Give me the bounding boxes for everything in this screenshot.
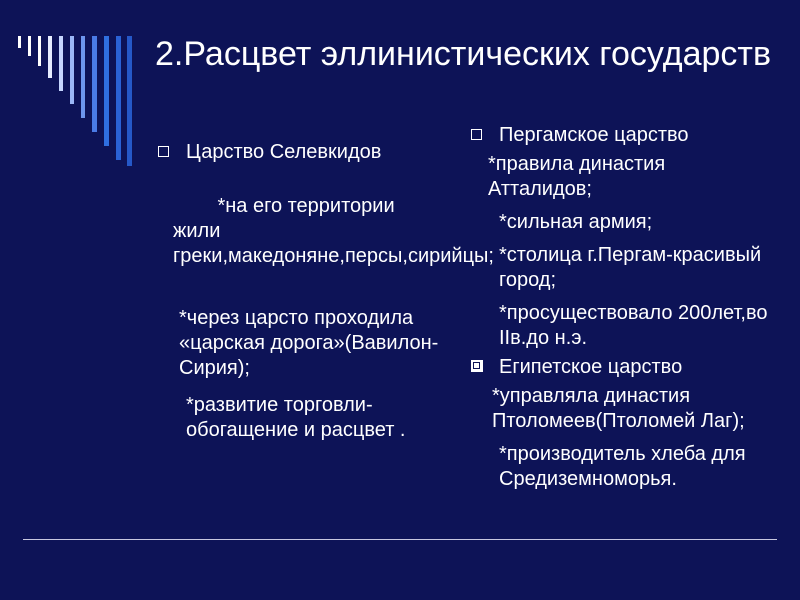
item-heading: Египетское царство bbox=[499, 356, 683, 378]
stripe bbox=[104, 36, 109, 146]
list-subitem bbox=[155, 306, 445, 381]
right-column bbox=[468, 123, 768, 492]
list-subitem bbox=[468, 301, 768, 351]
square-bullet-icon bbox=[158, 146, 169, 157]
list-subitem bbox=[468, 384, 768, 434]
subitem-text: *столица г.Пергам-красивый город; bbox=[499, 244, 762, 291]
subitem-text: *развитие торговли-обогащение и расцвет . bbox=[186, 394, 406, 441]
list-subitem bbox=[468, 210, 768, 235]
list-subitem bbox=[155, 169, 494, 294]
stripe bbox=[116, 36, 121, 160]
subitem-text: *на его территории жили греки,македоняне,персы,сирийцы; bbox=[173, 195, 494, 267]
subitem-text: *сильная армия; bbox=[499, 211, 653, 233]
item-heading: Пергамское царство bbox=[499, 124, 689, 146]
decorative-stripes bbox=[18, 36, 133, 166]
list-item bbox=[155, 140, 445, 165]
stripe bbox=[38, 36, 41, 66]
bottom-divider bbox=[23, 539, 777, 540]
list-subitem bbox=[155, 393, 445, 443]
list-item bbox=[468, 123, 768, 148]
list-subitem bbox=[468, 442, 768, 492]
list-item bbox=[468, 355, 768, 380]
subitem-text: *просуществовало 200лет,во IIв.до н.э. bbox=[499, 302, 768, 349]
square-bullet-icon bbox=[471, 129, 482, 140]
left-column bbox=[155, 140, 494, 443]
subitem-text: *производитель хлеба для Средиземноморья. bbox=[499, 443, 746, 490]
stripe bbox=[18, 36, 21, 48]
item-heading: Царство Селевкидов bbox=[186, 141, 382, 163]
stripe bbox=[92, 36, 97, 132]
stripe bbox=[127, 36, 132, 166]
subitem-text: *управляла династия Птоломеев(Птоломей Лаг); bbox=[492, 385, 745, 432]
stripe bbox=[81, 36, 85, 118]
stripe bbox=[70, 36, 74, 104]
list-subitem bbox=[468, 243, 768, 293]
list-subitem bbox=[468, 152, 768, 202]
subitem-text: *правила династия Атталидов; bbox=[488, 153, 666, 200]
shadowed-square-bullet-icon bbox=[471, 360, 483, 372]
stripe bbox=[28, 36, 31, 56]
stripe bbox=[59, 36, 63, 91]
subitem-text: *через царсто проходила «царская дорога»(Вавилон-Сирия); bbox=[179, 307, 439, 379]
slide-title: 2.Расцвет эллинистических государств bbox=[155, 35, 772, 73]
stripe bbox=[48, 36, 52, 78]
